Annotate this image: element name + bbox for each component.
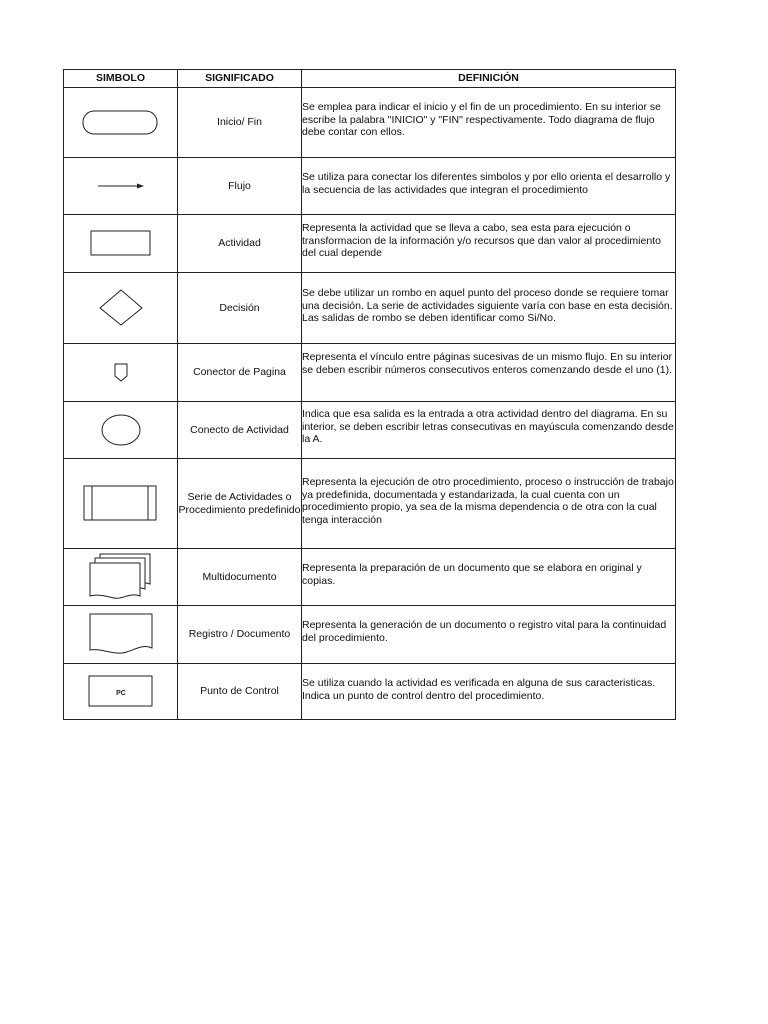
meaning-cell: Inicio/ Fin <box>178 88 302 158</box>
diamond-icon <box>98 289 144 327</box>
rectangle-icon <box>90 230 152 258</box>
table-row <box>64 158 676 215</box>
meaning-cell: Registro / Documento <box>178 606 302 664</box>
table-row <box>64 664 676 720</box>
table-row <box>64 459 676 549</box>
meaning-cell: Flujo <box>178 158 302 215</box>
table-row <box>64 215 676 273</box>
definition-cell: Representa el vínculo entre páginas sucesivas de un mismo flujo. En su interior se deben escribir números consecutivos enteros comenzando desde el uno (1). <box>302 351 673 376</box>
control-point-icon <box>88 675 154 709</box>
oval-connector-icon <box>100 413 142 447</box>
multidocument-icon <box>88 552 154 602</box>
predefined-process-icon <box>83 485 159 523</box>
meaning-cell: Conector de Pagina <box>178 344 302 402</box>
meaning-cell: Multidocumento <box>178 549 302 606</box>
header-symbol: SIMBOLO <box>64 70 178 88</box>
header-row <box>64 70 676 88</box>
control-point-label: PC <box>115 689 126 697</box>
table-row <box>64 549 676 606</box>
meaning-cell: Serie de Actividades o Procedimiento predefinido <box>178 459 302 549</box>
rounded-terminal-icon <box>82 109 160 137</box>
definition-cell: Se utiliza cuando la actividad es verificada en alguna de sus caracteristicas. Indica un punto de control dentro del procedimiento. <box>302 677 656 702</box>
definition-cell: Representa la generación de un documento o registro vital para la continuidad del procedimiento. <box>302 619 667 644</box>
definition-cell: Se debe utilizar un rombo en aquel punto del proceso donde se requiere tomar una decisión. La serie de actividades siguiente varía con base en esta decisión. Las salidas de rombo se deben identificar como Si/No. <box>302 287 673 324</box>
table-row <box>64 88 676 158</box>
arrow-icon <box>96 181 146 191</box>
header-definition: DEFINICIÓN <box>302 70 676 88</box>
meaning-cell: Conecto de Actividad <box>178 402 302 459</box>
table-row <box>64 344 676 402</box>
definition-cell: Se utiliza para conectar los diferentes simbolos y por ello orienta el desarrollo y la secuencia de las actividades que integran el procedimiento <box>302 171 671 196</box>
table-row <box>64 273 676 344</box>
header-meaning: SIGNIFICADO <box>178 70 302 88</box>
definition-cell: Representa la preparación de un documento que se elabora en original y copias. <box>302 562 642 587</box>
page-connector-icon <box>113 362 129 384</box>
document-icon <box>88 612 154 658</box>
definition-cell: Indica que esa salida es la entrada a otra actividad dentro del diagrama. En su interior, se deben escribir letras consecutivas en mayúscula comenzando desde la A. <box>302 408 674 445</box>
meaning-cell: Punto de Control <box>178 664 302 720</box>
definition-cell: Se emplea para indicar el inicio y el fin de un procedimiento. En su interior se escribe la palabra "INICIO" y "FIN" respectivamente. Todo diagrama de flujo debe contar con ellos. <box>302 101 661 138</box>
table-row <box>64 402 676 459</box>
definition-cell: Representa la actividad que se lleva a cabo, sea esta para ejecución o transformacion de la información y/o recursos que dan valor al procedimiento del cual depende <box>302 222 661 259</box>
meaning-cell: Decisión <box>178 273 302 344</box>
symbols-table <box>63 69 676 720</box>
meaning-cell: Actividad <box>178 215 302 273</box>
table-row <box>64 606 676 664</box>
definition-cell: Representa la ejecución de otro procedimiento, proceso o instrucción de trabajo ya predefinida, documentada y estandarizada, la cual cuenta con un procedimiento propio, ya sea de la misma dependencia o de otra con la cual tenga interacción <box>302 476 674 526</box>
